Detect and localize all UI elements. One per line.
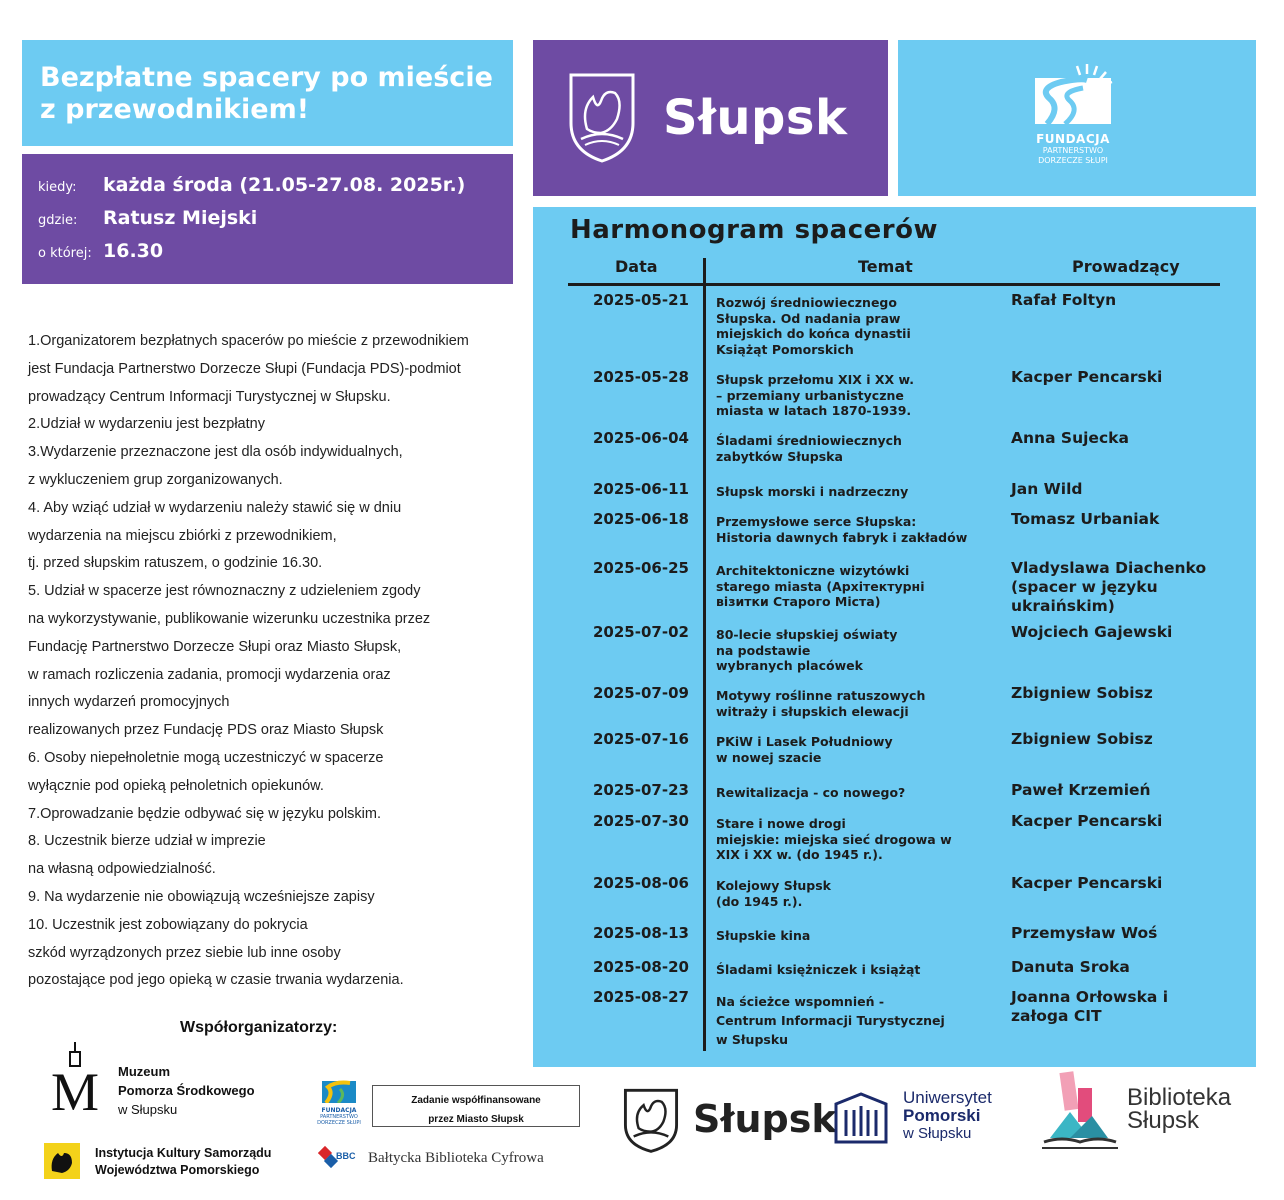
rule-line: wydarzenia na miejscu zbiórki z przewodnikiem, [28, 527, 337, 544]
fund-small-line2: PARTNERSTWO [320, 1114, 358, 1120]
row-guide: Tomasz Urbaniak [1011, 510, 1160, 528]
row-topic: Słupskie kina [716, 928, 811, 943]
row-date: 2025-08-06 [593, 874, 689, 892]
rule-line: 10. Uczestnik jest zobowiązany do pokrycia [28, 916, 308, 933]
column-header-date: Data [615, 257, 658, 276]
rule-line: jest Fundacja Partnerstwo Dorzecze Słupi (Fundacja PDS)-podmiot [28, 360, 461, 377]
row-guide: Zbigniew Sobisz [1011, 684, 1153, 702]
row-guide: Joanna Orłowska i załoga CIT [1011, 988, 1169, 1025]
bbc-name: Bałtycka Biblioteka Cyfrowa [368, 1150, 544, 1166]
page-title [40, 62, 495, 126]
museum-name-line2: Pomorza Środkowego [118, 1083, 255, 1098]
row-guide: Kacper Pencarski [1011, 368, 1163, 386]
institution-line1: Instytucja Kultury Samorządu [95, 1146, 272, 1160]
row-topic: Słupsk morski i nadrzeczny [716, 484, 909, 499]
rule-line: 8. Uczestnik bierze udział w imprezie [28, 833, 266, 850]
fundacja-logo-line1: FUNDACJA [1036, 132, 1110, 146]
river-sun-icon [1031, 60, 1115, 126]
row-topic: Śladami średniowiecznych zabytków Słupska [716, 433, 902, 464]
where-label: gdzie: [38, 213, 78, 228]
fundacja-small-logo [316, 1075, 362, 1126]
when-value: każda środa (21.05-27.08. 2025r.) [103, 174, 466, 196]
row-guide: Zbigniew Sobisz [1011, 730, 1153, 748]
library-line1: Biblioteka [1127, 1084, 1232, 1111]
row-date: 2025-08-20 [593, 958, 689, 976]
university-logo-icon [832, 1090, 890, 1146]
row-guide: Paweł Krzemień [1011, 781, 1151, 799]
svg-text:M: M [50, 1062, 100, 1114]
museum-logo-icon [44, 1040, 106, 1114]
rule-line: w ramach rozliczenia zadania, promocji wydarzenia oraz [28, 666, 391, 683]
fund-small-line3: DORZECZE SŁUPI [317, 1120, 361, 1126]
city-name: Słupsk [663, 90, 848, 146]
row-topic: Stare i nowe drogi miejskie: miejska sieć drogowa w XIX i XX w. (do 1945 r.). [716, 816, 952, 863]
library-line2: Słupsk [1127, 1107, 1200, 1134]
row-topic: Motywy roślinne ratuszowych witraży i słupskich elewacji [716, 688, 926, 719]
griffin-emblem-icon [44, 1143, 80, 1179]
row-date: 2025-07-09 [593, 684, 689, 702]
rule-line: pozostające pod jego opieką w czasie trwania wydarzenia. [28, 972, 404, 989]
title-banner [22, 40, 513, 146]
rules-list [28, 328, 523, 995]
time-label: o której: [38, 246, 92, 261]
fundacja-logo-line3: DORZECZE SŁUPI [1038, 156, 1108, 165]
row-date: 2025-07-16 [593, 730, 689, 748]
fund-small-line1: FUNDACJA [321, 1107, 357, 1114]
row-guide: Rafał Foltyn [1011, 291, 1117, 309]
row-guide: Anna Sujecka [1011, 429, 1129, 447]
rule-line: wyłącznie pod opieką pełnoletnich opiekunów. [28, 777, 324, 794]
museum-name-line3: w Słupsku [118, 1102, 178, 1117]
rule-line: 1.Organizatorem bezpłatnych spacerów po mieście z przewodnikiem [28, 333, 469, 349]
bbc-badge: BBC [336, 1151, 356, 1161]
slupsk-crest-icon [567, 71, 637, 165]
rule-line: szkód wyrządzonych przez siebie lub inne osoby [28, 944, 341, 961]
row-topic: Rozwój średniowiecznego Słupska. Od nadania praw miejskich do końca dynastii Książąt Pomorskich [716, 295, 911, 357]
row-topic: Słupsk przełomu XIX i XX w. – przemiany urbanistyczne miasta w latach 1870-1939. [716, 372, 914, 419]
row-date: 2025-06-25 [593, 559, 689, 577]
column-header-guide: Prowadzący [1072, 257, 1180, 276]
row-guide: Wojciech Gajewski [1011, 623, 1173, 641]
row-topic: 80-lecie słupskiej oświaty na podstawie wybranych placówek [716, 627, 898, 674]
row-date: 2025-07-23 [593, 781, 689, 799]
row-guide: Kacper Pencarski [1011, 812, 1163, 830]
row-date: 2025-08-27 [593, 988, 689, 1006]
rule-line: innych wydarzeń promocyjnych [28, 694, 230, 711]
schedule-title: Harmonogram spacerów [570, 215, 938, 245]
rule-line: na wykorzystywanie, publikowanie wizerunku uczestnika przez [28, 610, 431, 627]
where-row [38, 207, 497, 240]
column-header-topic: Temat [858, 257, 913, 276]
row-topic: Kolejowy Słupsk (do 1945 r.). [716, 878, 831, 909]
time-row [38, 240, 497, 273]
fundacja-small-icon [320, 1075, 358, 1103]
row-guide: Przemysław Woś [1011, 924, 1158, 942]
institution-line2: Województwa Pomorskiego [95, 1163, 260, 1177]
rule-line: z wykluczeniem grup zorganizowanych. [28, 471, 283, 488]
when-label: kiedy: [38, 180, 77, 195]
row-topic: Śladami księżniczek i książąt [716, 962, 921, 977]
slupsk-footer-text: Słupsk [693, 1097, 837, 1141]
museum-name [118, 1062, 255, 1119]
rule-line: na własną odpowiedzialność. [28, 861, 216, 878]
university-line2: Pomorski [903, 1106, 981, 1125]
row-date: 2025-08-13 [593, 924, 689, 942]
rule-line: 2.Udział w wydarzeniu jest bezpłatny [28, 416, 265, 433]
rule-line: tj. przed słupskim ratuszem, o godzinie 16.30. [28, 555, 323, 572]
cofinance-line1: Zadanie współfinansowane [411, 1095, 541, 1106]
row-topic: Na ścieżce wspomnień - Centrum Informacji Turystycznej w Słupsku [716, 994, 945, 1047]
time-value: 16.30 [103, 240, 164, 262]
title-line-1: Bezpłatne spacery po mieście [40, 62, 493, 93]
museum-name-line1: Muzeum [118, 1064, 170, 1079]
cofinance-line2: przez Miasto Słupsk [428, 1114, 524, 1125]
fundacja-logo [1028, 60, 1118, 166]
row-date: 2025-06-04 [593, 429, 689, 447]
fundacja-banner [898, 40, 1256, 196]
rule-line: 4. Aby wziąć udział w wydarzeniu należy stawić się w dniu [28, 499, 402, 516]
row-date: 2025-07-02 [593, 623, 689, 641]
when-row [38, 174, 497, 207]
university-name [903, 1089, 992, 1143]
institution-name [95, 1145, 271, 1179]
row-guide: Jan Wild [1011, 480, 1083, 498]
row-guide: Vladyslawa Diachenko (spacer w języku ukraińskim) [1011, 559, 1207, 615]
where-value: Ratusz Miejski [103, 207, 258, 229]
row-topic: PKiW i Lasek Południowy w nowej szacie [716, 734, 893, 765]
rule-line: 3.Wydarzenie przeznaczone jest dla osób indywidualnych, [28, 444, 403, 461]
coorganizers-title: Współorganizatorzy: [180, 1019, 338, 1036]
fundacja-logo-line2: PARTNERSTWO [1042, 146, 1104, 155]
rule-line: 9. Na wydarzenie nie obowiązują wcześniejsze zapisy [28, 888, 375, 905]
university-line3: w Słupsku [903, 1125, 972, 1142]
library-name [1127, 1086, 1231, 1132]
row-date: 2025-06-18 [593, 510, 689, 528]
rule-line: Fundację Partnerstwo Dorzecze Słupi oraz Miasto Słupsk, [28, 638, 402, 655]
row-date: 2025-05-21 [593, 291, 689, 309]
university-line1: Uniwersytet [903, 1088, 992, 1107]
title-line-2: z przewodnikiem! [40, 94, 310, 125]
row-date: 2025-05-28 [593, 368, 689, 386]
column-divider [703, 258, 706, 1051]
row-guide: Danuta Sroka [1011, 958, 1130, 976]
rule-line: 5. Udział w spacerze jest równoznaczny z udzieleniem zgody [28, 583, 421, 600]
cofinance-notice [372, 1085, 580, 1127]
row-topic: Przemysłowe serce Słupska: Historia dawnych fabryk i zakładów [716, 514, 968, 545]
row-date: 2025-07-30 [593, 812, 689, 830]
row-topic: Architektoniczne wizytówki starego miasta (Архітектурні візитки Старого Міста) [716, 563, 925, 610]
row-topic: Rewitalizacja - co nowego? [716, 785, 906, 800]
event-info [22, 154, 513, 284]
row-date: 2025-06-11 [593, 480, 689, 498]
header-divider [568, 283, 1220, 286]
rule-line: prowadzący Centrum Informacji Turystycznej w Słupsku. [28, 388, 391, 405]
rule-line: 6. Osoby niepełnoletnie mogą uczestniczyć w spacerze [28, 749, 384, 766]
rule-line: realizowanych przez Fundację PDS oraz Miasto Słupsk [28, 722, 384, 739]
slupsk-banner [533, 40, 888, 196]
slupsk-footer-crest-icon [622, 1087, 680, 1153]
library-logo-icon [1040, 1068, 1120, 1152]
schedule-panel [533, 207, 1256, 1067]
row-guide: Kacper Pencarski [1011, 874, 1163, 892]
rule-line: 7.Oprowadzanie będzie odbywać się w języku polskim. [28, 805, 382, 822]
